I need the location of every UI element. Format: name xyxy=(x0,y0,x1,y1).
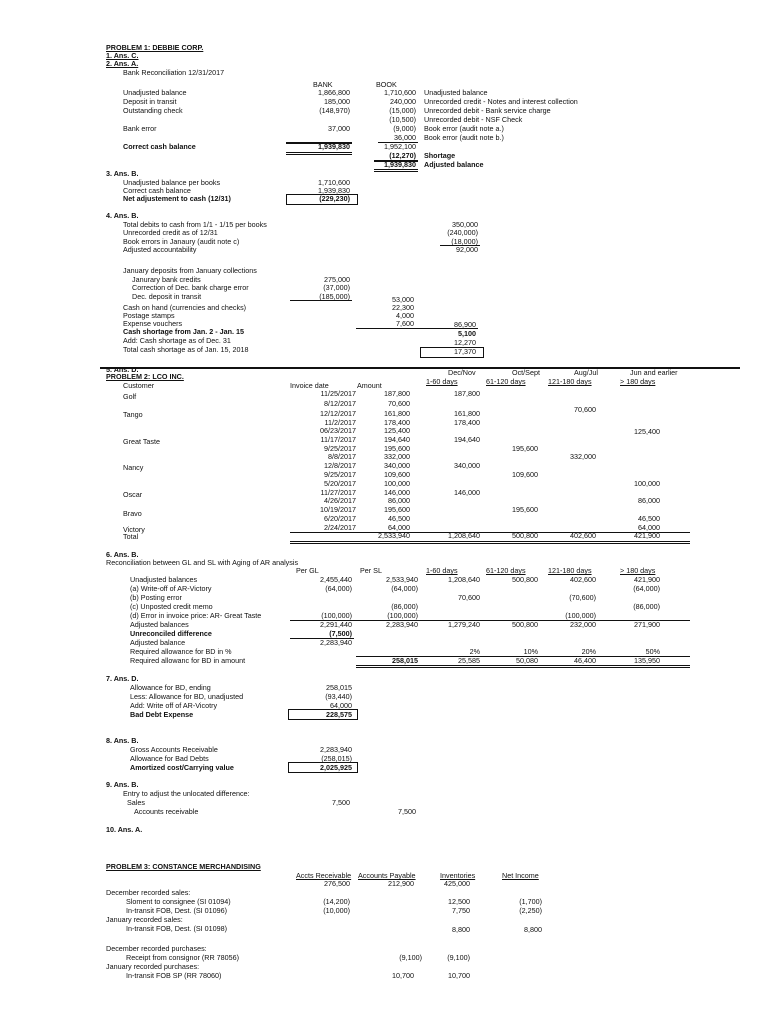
customer-name: Oscar xyxy=(123,490,143,499)
invoice-date: 10/19/2017 xyxy=(320,505,356,514)
adjusted-double-line xyxy=(374,169,418,172)
recon-value: 70,600 xyxy=(458,593,480,602)
invoice-date: 12/8/2017 xyxy=(324,461,356,470)
section-label: December recorded sales: xyxy=(106,888,191,897)
answer-8: 8. Ans. B. xyxy=(106,736,139,745)
problem-1-title: PROBLEM 1: DEBBIE CORP. xyxy=(106,43,204,52)
aging-value: 70,600 xyxy=(574,405,596,414)
recon-value: 2,455,440 xyxy=(320,575,352,584)
recon-row-label: (a) Write-off of AR-Victory xyxy=(130,584,212,593)
deposit-row-value: (37,000) xyxy=(323,283,350,292)
customer-name: Nancy xyxy=(123,463,144,472)
book-header: BOOK xyxy=(376,80,397,89)
aging-header-1: 1-60 days xyxy=(426,566,458,575)
answer-9: 9. Ans. B. xyxy=(106,780,139,789)
add-shortage-value: 12,270 xyxy=(454,338,476,347)
correct-cash-label: Correct cash balance xyxy=(123,142,196,151)
ap-header: Accounts Payable xyxy=(358,871,416,880)
allowance-pct: 10% xyxy=(523,647,538,656)
invoice-amount: 46,500 xyxy=(388,514,410,523)
answer-6: 6. Ans. B. xyxy=(106,550,139,559)
p3-value: (9,100) xyxy=(399,953,422,962)
allowance-amount: 46,400 xyxy=(574,656,596,665)
invoice-date: 5/20/2017 xyxy=(324,479,356,488)
aging-value: 100,000 xyxy=(634,479,660,488)
a4-row-value: 350,000 xyxy=(452,220,478,229)
recon-row-label: Adjusted balances xyxy=(130,620,189,629)
a4-sum: 86,900 xyxy=(454,320,476,329)
col-header-top: Jun and earlier xyxy=(630,368,678,377)
aging-header-1: 1-60 days xyxy=(426,377,458,386)
net-adjustment-label: Net adjustement to cash (12/31) xyxy=(123,194,231,203)
recon-value: (100,000) xyxy=(565,611,596,620)
recon-book-value: (15,000) xyxy=(389,106,416,115)
correct-book-value: 1,952,100 xyxy=(384,142,416,151)
recon-value: 421,900 xyxy=(634,575,660,584)
invoice-amount: 125,400 xyxy=(384,426,410,435)
deposit-subtotal-line xyxy=(290,300,352,301)
customer-header: Customer xyxy=(123,381,155,390)
col-header-top: Dec/Nov xyxy=(448,368,476,377)
recon-value: 402,600 xyxy=(570,575,596,584)
invoice-amount: 70,600 xyxy=(388,399,410,408)
p3-value: (10,000) xyxy=(323,906,350,915)
aging-header-4: > 180 days xyxy=(620,566,656,575)
p3-row-label: Receipt from consignor (RR 78056) xyxy=(126,953,240,962)
allowance-amount: 135,950 xyxy=(634,656,660,665)
invoice-date: 11/27/2017 xyxy=(320,488,356,497)
invoice-date: 11/2/2017 xyxy=(324,418,356,427)
aging-header-2: 61-120 days xyxy=(486,377,526,386)
invoice-date: 9/25/2017 xyxy=(324,470,356,479)
aging-value: 146,000 xyxy=(454,488,480,497)
recon-bank-value: 37,000 xyxy=(328,124,350,133)
a4-row-label: Total debits to cash from 1/1 - 1/15 per books xyxy=(123,220,267,229)
invoice-date: 2/24/2017 xyxy=(324,523,356,532)
invoice-amount: 100,000 xyxy=(384,479,410,488)
recon-value: 500,800 xyxy=(512,620,538,629)
bank-total-double-line xyxy=(286,152,352,155)
a4-row-label: Unrecorded credit as of 12/31 xyxy=(123,228,218,237)
aging-value: 109,600 xyxy=(512,470,538,479)
bank-header: BANK xyxy=(313,80,333,89)
carrying-value-label: Amortized cost/Carrying value xyxy=(130,763,234,772)
allowance-amount: 25,585 xyxy=(458,656,480,665)
deposit-row-value: 275,000 xyxy=(324,275,350,284)
net-adjustment-value: (229,230) xyxy=(319,194,350,203)
allowance-label: Allowance for Bad Debts xyxy=(130,754,209,763)
a3-row-label: Correct cash balance xyxy=(123,186,191,195)
a4-row-value: (240,000) xyxy=(447,228,478,237)
beginning-value: 276,500 xyxy=(324,879,350,888)
other-row-value: 4,000 xyxy=(396,311,414,320)
invoice-amount: 195,600 xyxy=(384,505,410,514)
recon-book-value: (10,500) xyxy=(389,115,416,124)
p3-row-label: In-transit FOB SP (RR 78060) xyxy=(126,971,222,980)
bde-row-label: Add: Write off of AR-Vicotry xyxy=(130,701,218,710)
deposit-row-label: Dec. deposit in transit xyxy=(132,292,202,301)
answer-4: 4. Ans. B. xyxy=(106,211,139,220)
p3-value: 8,800 xyxy=(452,925,470,934)
amount-header: Amount xyxy=(357,381,382,390)
recon-row-label: Deposit in transit xyxy=(123,97,177,106)
entry-debit-value: 7,500 xyxy=(332,798,350,807)
bad-debt-value: 228,575 xyxy=(326,710,352,719)
allowance-amount: 50,080 xyxy=(516,656,538,665)
recon-row-label: Unadjusted balance xyxy=(123,88,187,97)
aging-value: 125,400 xyxy=(634,427,660,436)
adjusted-balance-value: 2,283,940 xyxy=(320,638,352,647)
answer-3: 3. Ans. B. xyxy=(106,169,139,178)
p3-value: (1,700) xyxy=(519,897,542,906)
invoice-amount: 146,000 xyxy=(384,488,410,497)
invoice-date: 11/17/2017 xyxy=(320,435,356,444)
total-amount: 2,533,940 xyxy=(378,531,410,540)
invoice-date: 8/12/2017 xyxy=(324,399,356,408)
invoice-amount: 340,000 xyxy=(384,461,410,470)
invoice-date: 9/25/2017 xyxy=(324,444,356,453)
total-shortage-label: Total cash shortage as of Jan. 15, 2018 xyxy=(123,345,249,354)
a3-row-value: 1,939,830 xyxy=(318,186,350,195)
aging-value: 195,600 xyxy=(512,505,538,514)
recon-row-label: (b) Posting error xyxy=(130,593,182,602)
gross-ar-label: Gross Accounts Receivable xyxy=(130,745,218,754)
recon-row-label: Unadjusted balances xyxy=(130,575,198,584)
adjusted-balance-label: Adjusted balance xyxy=(424,160,484,169)
invoice-date: 6/20/2017 xyxy=(324,514,356,523)
total-shortage-value: 17,370 xyxy=(454,347,476,356)
problem-2-title: PROBLEM 2: LCO INC. xyxy=(106,372,184,381)
p3-value: 12,500 xyxy=(448,897,470,906)
recon-bank-value: 1,866,800 xyxy=(318,88,350,97)
recon-value: (64,000) xyxy=(633,584,660,593)
adjusted-balance-value: 1,939,830 xyxy=(384,160,416,169)
invoice-date: 12/12/2017 xyxy=(320,409,356,418)
invoice-amount: 332,000 xyxy=(384,452,410,461)
answer-10: 10. Ans. A. xyxy=(106,825,143,834)
a4-subtotal-line xyxy=(440,245,480,246)
a3-row-label: Unadjusted balance per books xyxy=(123,178,221,187)
p3-row-label: Sloment to consignee (SI 01094) xyxy=(126,897,231,906)
deposit-row-label: Janurary bank credits xyxy=(132,275,201,284)
cash-shortage-value: 5,100 xyxy=(458,329,476,338)
customer-name: Tango xyxy=(123,410,143,419)
invoice-date: 8/8/2017 xyxy=(328,452,356,461)
problem-3-title: PROBLEM 3: CONSTANCE MERCHANDISING xyxy=(106,862,261,871)
col-header-top: Oct/Sept xyxy=(512,368,540,377)
recon-gl-sl-title: Reconciliation between GL and SL with Aging of AR analysis xyxy=(106,558,299,567)
recon-note: Unrecorded debit - Bank service charge xyxy=(424,106,551,115)
recon-value: (70,600) xyxy=(569,593,596,602)
aging-value: 178,400 xyxy=(454,418,480,427)
recon-book-value: 1,710,600 xyxy=(384,88,416,97)
a4-row-label: Book errors in Janaury (audit note c) xyxy=(123,237,240,246)
p3-value: (9,100) xyxy=(447,953,470,962)
recon-value: 232,000 xyxy=(570,620,596,629)
invoice-amount: 161,800 xyxy=(384,409,410,418)
recon-value: 1,208,640 xyxy=(448,575,480,584)
col-header-top: Aug/Jul xyxy=(574,368,598,377)
ar-header: Accts Receivable xyxy=(296,871,352,880)
recon-subtotal-line xyxy=(290,620,690,621)
recon-row-label: (d) Error in invoice price: AR- Great Taste xyxy=(130,611,262,620)
invoice-date-header: Invoice date xyxy=(290,381,329,390)
aging-value: 332,000 xyxy=(570,452,596,461)
bde-row-value: 258,015 xyxy=(326,683,352,692)
total-aging: 1,208,640 xyxy=(448,531,480,540)
answer-1: 1. Ans. C. xyxy=(106,51,139,60)
bad-debt-label: Bad Debt Expense xyxy=(130,710,194,719)
a4-row-label: Adjusted accountability xyxy=(123,245,197,254)
bde-row-label: Allowance for BD, ending xyxy=(130,683,211,692)
allowance-amt-label: Required allowanc for BD in amount xyxy=(130,656,246,665)
adjusted-balance-label: Adjusted balance xyxy=(130,638,186,647)
answer-5: 5. Ans. D. xyxy=(106,365,139,374)
invoice-date: 4/26/2017 xyxy=(324,496,356,505)
recon-book-value: 240,000 xyxy=(390,97,416,106)
bde-row-label: Less: Allowance for BD, unadjusted xyxy=(130,692,244,701)
recon-value: (100,000) xyxy=(387,611,418,620)
allowance-pct-label: Required allowance for BD in % xyxy=(130,647,232,656)
recon-note: Unadjusted balance xyxy=(424,88,488,97)
invoice-amount: 64,000 xyxy=(388,523,410,532)
recon-note: Unrecorded credit - Notes and interest collection xyxy=(424,97,578,106)
invoice-amount: 178,400 xyxy=(384,418,410,427)
carrying-value: 2,025,925 xyxy=(320,763,352,772)
recon-value: (86,000) xyxy=(391,602,418,611)
aging-value: 194,640 xyxy=(454,435,480,444)
deposit-total: 53,000 xyxy=(392,295,414,304)
jan-deposits-title: January deposits from January collections xyxy=(123,266,257,275)
a3-row-value: 1,710,600 xyxy=(318,178,350,187)
recon-value: 2,533,940 xyxy=(386,575,418,584)
recon-value: 2,291,440 xyxy=(320,620,352,629)
entry-debit-account: Sales xyxy=(127,798,145,807)
correct-bank-value: 1,939,830 xyxy=(318,142,350,151)
recon-value: 2,283,940 xyxy=(386,620,418,629)
p3-value: (14,200) xyxy=(323,897,350,906)
allowance-pct: 50% xyxy=(645,647,660,656)
section-label: January recorded sales: xyxy=(106,915,183,924)
inventory-header: Inventories xyxy=(440,871,476,880)
answer-7: 7. Ans. D. xyxy=(106,674,139,683)
invoice-amount: 86,000 xyxy=(388,496,410,505)
answer-2: 2. Ans. A. xyxy=(106,59,139,68)
recon-value: 271,900 xyxy=(634,620,660,629)
invoice-date: 11/25/2017 xyxy=(320,389,356,398)
aging-double-line xyxy=(290,541,690,544)
allowance-amount: 258,015 xyxy=(392,656,418,665)
section-label: January recorded purchases: xyxy=(106,962,200,971)
customer-name: Bravo xyxy=(123,509,142,518)
other-row-value: 22,300 xyxy=(392,303,414,312)
recon-value: (100,000) xyxy=(321,611,352,620)
recon-note: Book error (audit note a.) xyxy=(424,124,504,133)
recon-note: Unrecorded debit - NSF Check xyxy=(424,115,523,124)
cash-shortage-label: Cash shortage from Jan. 2 - Jan. 15 xyxy=(123,327,245,336)
aging-header-3: 121-180 days xyxy=(548,377,592,386)
recon-value: (86,000) xyxy=(633,602,660,611)
aging-value: 46,500 xyxy=(638,514,660,523)
aging-total-line xyxy=(290,532,690,533)
invoice-amount: 187,800 xyxy=(384,389,410,398)
a4-row-value: (18,000) xyxy=(451,237,478,246)
recon-book-value: (9,000) xyxy=(393,124,416,133)
aging-header-2: 61-120 days xyxy=(486,566,526,575)
unreconciled-label: Unreconciled difference xyxy=(130,629,212,638)
total-label: Total xyxy=(123,532,139,541)
shortage-label: Shortage xyxy=(424,151,456,160)
section-label: December recorded purchases: xyxy=(106,944,207,953)
recon-value: (64,000) xyxy=(391,584,418,593)
net-income-header: Net Income xyxy=(502,871,539,880)
customer-name: Great Taste xyxy=(123,437,161,446)
invoice-date: 06/23/2017 xyxy=(320,426,356,435)
allowance-double-line xyxy=(356,665,690,668)
customer-name: Victory xyxy=(123,525,145,534)
allowance-pct: 2% xyxy=(469,647,480,656)
entry-credit-value: 7,500 xyxy=(398,807,416,816)
p3-value: 10,700 xyxy=(392,971,414,980)
recon-value: 1,279,240 xyxy=(448,620,480,629)
customer-name: Golf xyxy=(123,392,137,401)
recon-note: Book error (audit note b.) xyxy=(424,133,504,142)
aging-value: 64,000 xyxy=(638,523,660,532)
beginning-value: 425,000 xyxy=(444,879,470,888)
aging-value: 187,800 xyxy=(454,389,480,398)
per-gl-header: Per GL xyxy=(296,566,319,575)
total-aging: 402,600 xyxy=(570,531,596,540)
recon-value: (64,000) xyxy=(325,584,352,593)
aging-header-3: 121-180 days xyxy=(548,566,592,575)
aging-header-4: > 180 days xyxy=(620,377,656,386)
gross-ar-value: 2,283,940 xyxy=(320,745,352,754)
p3-value: 10,700 xyxy=(448,971,470,980)
deposit-row-label: Correction of Dec. bank charge error xyxy=(132,283,249,292)
add-shortage-label: Add: Cash shortage as of Dec. 31 xyxy=(123,336,231,345)
aging-value: 86,000 xyxy=(638,496,660,505)
p3-row-label: In-transit FOB, Dest. (SI 01096) xyxy=(126,906,228,915)
bank-recon-title: Bank Reconciliation 12/31/2017 xyxy=(123,68,225,77)
total-aging: 500,800 xyxy=(512,531,538,540)
aging-value: 340,000 xyxy=(454,461,480,470)
recon-value: 500,800 xyxy=(512,575,538,584)
p3-value: (2,250) xyxy=(519,906,542,915)
aging-value: 195,600 xyxy=(512,444,538,453)
other-row-label: Cash on hand (currencies and checks) xyxy=(123,303,247,312)
deposit-row-value: (185,000) xyxy=(319,292,350,301)
entry-credit-account: Accounts receivable xyxy=(134,807,199,816)
entry-description: Entry to adjust the unlocated difference: xyxy=(123,789,250,798)
other-row-label: Expense vouchers xyxy=(123,319,183,328)
invoice-amount: 195,600 xyxy=(384,444,410,453)
bde-row-value: 64,000 xyxy=(330,701,352,710)
invoice-amount: 194,640 xyxy=(384,435,410,444)
recon-book-value: 36,000 xyxy=(394,133,416,142)
beginning-value: 212,900 xyxy=(388,879,414,888)
recon-row-label: Outstanding check xyxy=(123,106,183,115)
a4-row-value: 92,000 xyxy=(456,245,478,254)
total-aging: 421,900 xyxy=(634,531,660,540)
allowance-value: (258,015) xyxy=(321,754,352,763)
other-row-value: 7,600 xyxy=(396,319,414,328)
recon-row-label: Bank error xyxy=(123,124,157,133)
bde-row-value: (93,440) xyxy=(325,692,352,701)
shortage-value: (12,270) xyxy=(389,151,416,160)
allowance-pct: 20% xyxy=(581,647,596,656)
unreconciled-value: (7,500) xyxy=(329,629,352,638)
other-row-label: Postage stamps xyxy=(123,311,175,320)
per-sl-header: Per SL xyxy=(360,566,382,575)
recon-row-label: (c) Unposted credit memo xyxy=(130,602,213,611)
recon-bank-value: (148,970) xyxy=(319,106,350,115)
p3-value: 8,800 xyxy=(524,925,542,934)
p3-value: 7,750 xyxy=(452,906,470,915)
recon-bank-value: 185,000 xyxy=(324,97,350,106)
p3-row-label: In-transit FOB, Dest. (SI 01098) xyxy=(126,924,228,933)
aging-value: 161,800 xyxy=(454,409,480,418)
invoice-amount: 109,600 xyxy=(384,470,410,479)
